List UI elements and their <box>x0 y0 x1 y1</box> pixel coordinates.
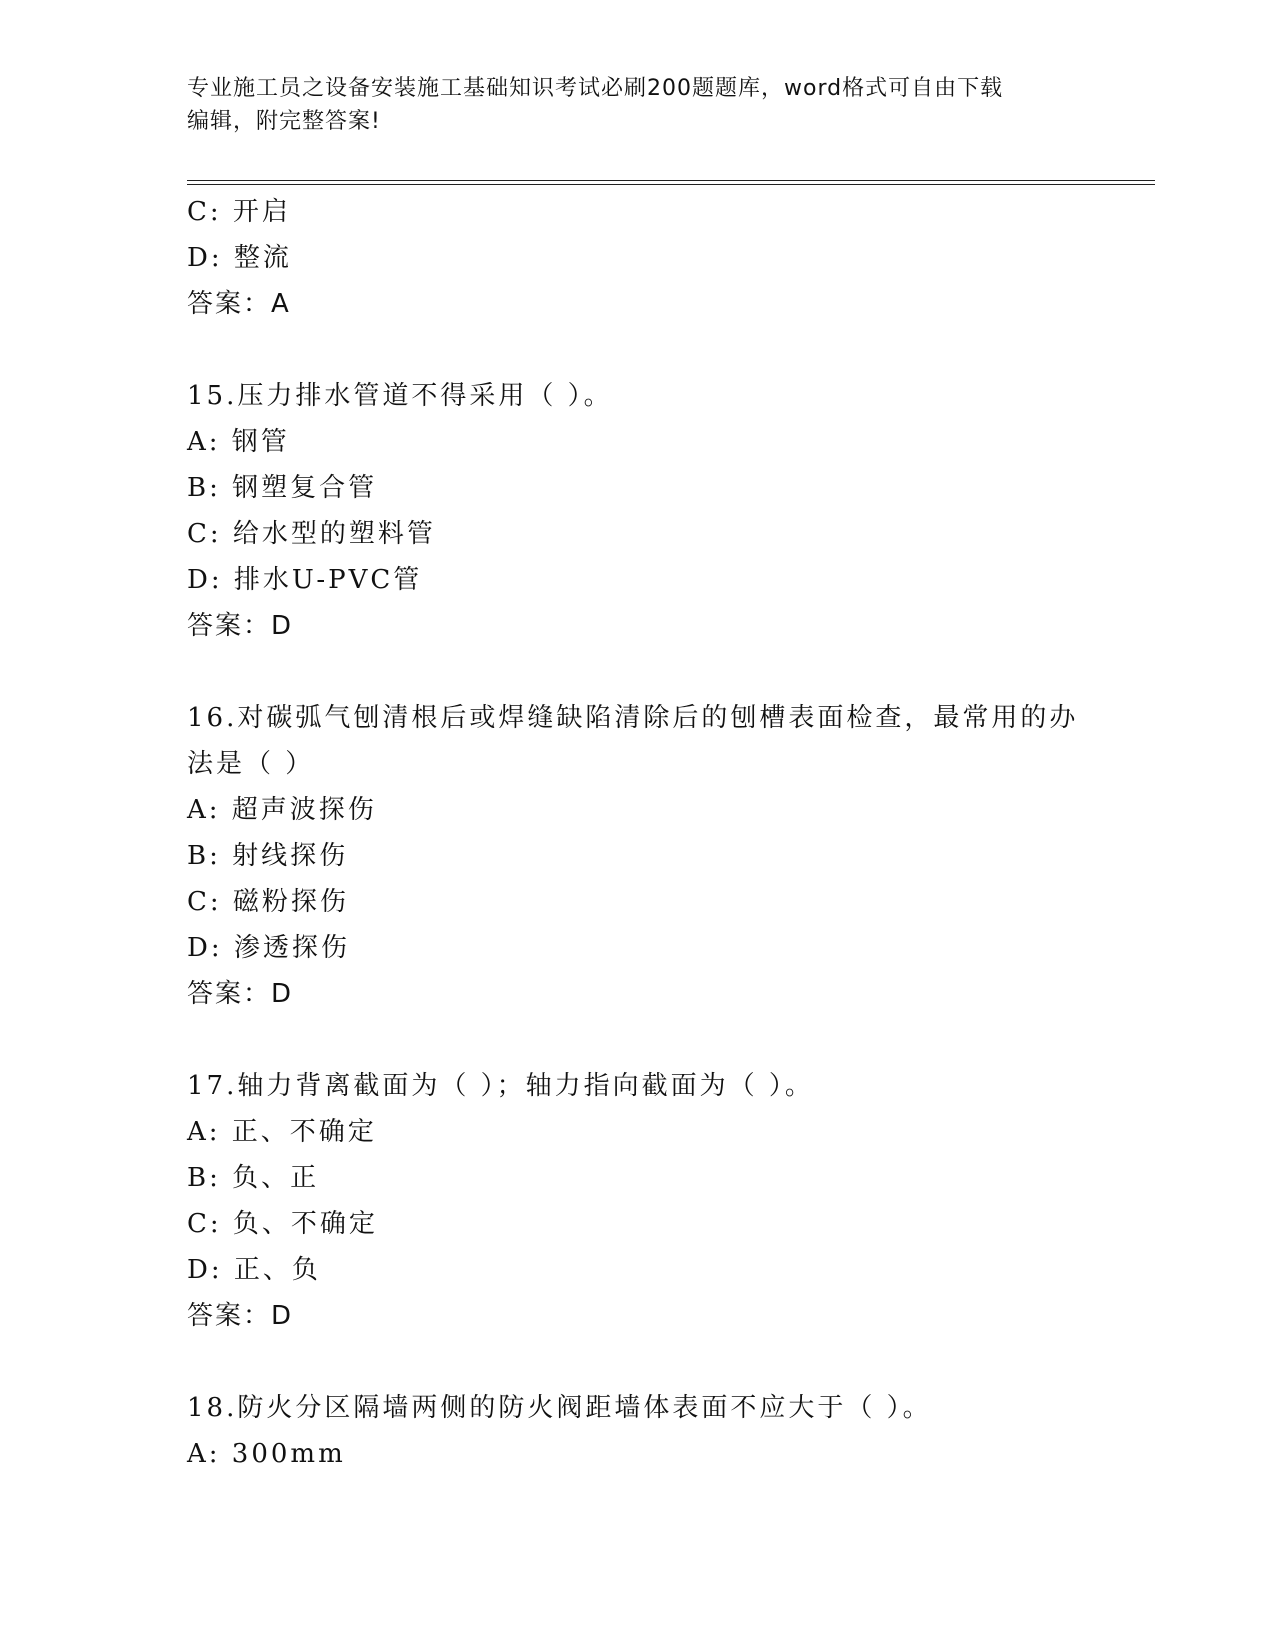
question-text: 18.防火分区隔墙两侧的防火阀距墙体表面不应大于（ ）。 <box>187 1393 932 1423</box>
option-a: A: 超声波探伤 <box>187 795 377 825</box>
header-line-1: 专业施工员之设备安装施工基础知识考试必刷200题题库，word格式可自由下载 <box>187 76 1004 101</box>
answer: 答案：D <box>187 611 294 641</box>
header-line-2: 编辑，附完整答案! <box>187 109 381 134</box>
option-b: B: 射线探伤 <box>187 841 349 871</box>
question-14-continued <box>187 189 1087 327</box>
spacer <box>187 1017 1087 1063</box>
option-b: B: 负、正 <box>187 1163 320 1193</box>
question-text: 17.轴力背离截面为（ ）；轴力指向截面为（ ）。 <box>187 1071 814 1101</box>
option-c: C: 开启 <box>187 197 291 227</box>
option-c: C: 负、不确定 <box>187 1209 378 1239</box>
spacer <box>187 327 1087 373</box>
option-a: A: 正、不确定 <box>187 1117 377 1147</box>
answer: 答案：D <box>187 979 294 1009</box>
question-15 <box>187 373 1087 649</box>
question-18 <box>187 1385 1087 1477</box>
option-b: B: 钢塑复合管 <box>187 473 378 503</box>
option-c: C: 给水型的塑料管 <box>187 519 436 549</box>
option-a: A: 钢管 <box>187 427 290 457</box>
question-17 <box>187 1063 1087 1339</box>
option-a: A: 300mm <box>187 1439 346 1469</box>
option-d: D: 正、负 <box>187 1255 321 1285</box>
question-text: 15.压力排水管道不得采用（ ）。 <box>187 381 613 411</box>
answer: 答案：D <box>187 1301 294 1331</box>
option-d: D: 排水U-PVC管 <box>187 565 423 595</box>
option-c: C: 磁粉探伤 <box>187 887 349 917</box>
question-16 <box>187 695 1087 1017</box>
document-header <box>187 72 1067 138</box>
question-list <box>187 189 1087 1477</box>
answer: 答案：A <box>187 289 291 319</box>
question-text-line-1: 16.对碳弧气刨清根后或焊缝缺陷清除后的刨槽表面检查，最常用的办 <box>187 703 1079 733</box>
option-d: D: 渗透探伤 <box>187 933 350 963</box>
option-d: D: 整流 <box>187 243 292 273</box>
question-text-line-2: 法是（ ） <box>187 749 315 779</box>
spacer <box>187 1339 1087 1385</box>
spacer <box>187 649 1087 695</box>
header-rule-top <box>187 180 1155 181</box>
header-rule-bottom <box>187 184 1155 185</box>
